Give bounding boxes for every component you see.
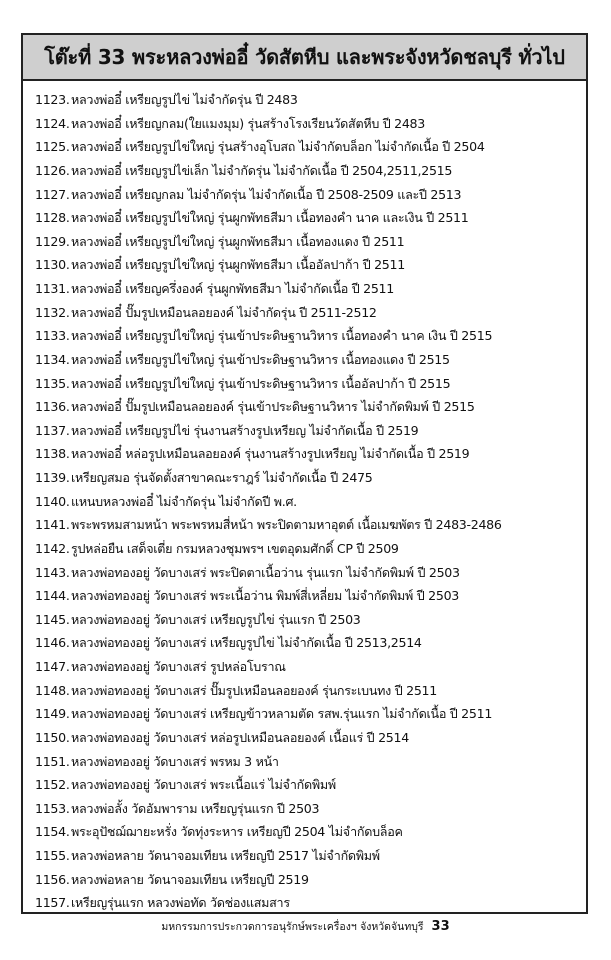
item-description: หลวงพ่ออี๋ เหรียญรูปไข่ใหญ่ รุ่นเข้าประดิษฐานวิหาร เนื้อทองแดง ปี 2515	[71, 351, 450, 367]
item-number: 1128.	[35, 210, 70, 226]
item-description: พระอุปัชฌ์ฌายะหรั่ง วัดทุ่งระหาร เหรียญปี 2504 ไม่จำกัดบล็อค	[71, 824, 403, 840]
list-item	[35, 230, 582, 254]
item-number: 1157.	[35, 895, 70, 911]
item-number: 1140.	[35, 493, 70, 509]
item-number: 1129.	[35, 233, 70, 249]
item-description: หลวงพ่ออี๋ เหรียญรูปไข่ใหญ่ รุ่นเข้าประดิษฐานวิหาร เนื้อทองคำ นาค เงิน ปี 2515	[71, 328, 493, 344]
item-description: หลวงพ่อหลาย วัดนาจอมเทียน เหรียญปี 2517 ไม่จำกัดพิมพ์	[71, 848, 380, 863]
item-number: 1144.	[35, 588, 70, 604]
item-description: หลวงพ่ออี๋ เหรียญรูปไข่ใหญ่ รุ่นผูกพัทธสีมา เนื้อทองคำ นาค และเงิน ปี 2511	[71, 210, 469, 226]
list-item	[35, 679, 582, 703]
item-description: หลวงพ่ออี๋ เหรียญกลม ไม่จำกัดรุ่น ไม่จำกัดเนื้อ ปี 2508-2509 และปี 2513	[71, 186, 462, 202]
item-number: 1130.	[35, 257, 70, 273]
item-description: หลวงพ่ออี๋ เหรียญครึ่งองค์ รุ่นผูกพัทธสีมา ไม่จำกัดเนื้อ ปี 2511	[71, 281, 394, 296]
list-item	[35, 348, 582, 372]
list-item	[35, 702, 582, 726]
item-number: 1138.	[35, 446, 70, 462]
item-description: แหนบหลวงพ่ออี๋ ไม่จำกัดรุ่น ไม่จำกัดปี พ.ศ.	[71, 493, 297, 509]
list-item	[35, 608, 582, 632]
list-item	[35, 253, 582, 277]
item-number: 1124.	[35, 115, 70, 131]
list-item	[35, 820, 582, 844]
item-number: 1134.	[35, 351, 70, 367]
item-description: หลวงพ่อลั้ง วัดอัมพาราม เหรียญรุ่นแรก ปี 2503	[71, 800, 320, 816]
list-item	[35, 301, 582, 325]
list-item	[35, 726, 582, 750]
list-item	[35, 868, 582, 892]
list-item	[35, 159, 582, 183]
item-number: 1146.	[35, 635, 70, 651]
item-number: 1154.	[35, 824, 70, 840]
item-description: หลวงพ่อทองอยู่ วัดบางเสร่ พรหม 3 หน้า	[71, 753, 279, 769]
list-item	[35, 183, 582, 207]
list-item	[35, 372, 582, 396]
list-item	[35, 324, 582, 348]
item-number: 1123.	[35, 92, 70, 107]
list-item	[35, 490, 582, 514]
item-description: หลวงพ่อทองอยู่ วัดบางเสร่ พระเนื้อแร่ ไม่จำกัดพิมพ์	[71, 777, 336, 793]
item-description: หลวงพ่อทองอยู่ วัดบางเสร่ พระเนื้อว่าน พิมพ์สี่เหลี่ยม ไม่จำกัดพิมพ์ ปี 2503	[71, 588, 459, 604]
item-description: หลวงพ่ออี๋ ปั๊มรูปเหมือนลอยองค์ รุ่นเข้าประดิษฐานวิหาร ไม่จำกัดพิมพ์ ปี 2515	[71, 399, 475, 415]
list-item	[35, 277, 582, 301]
list-item	[35, 631, 582, 655]
item-description: หลวงพ่ออี๋ เหรียญรูปไข่ รุ่นงานสร้างรูปเหรียญ ไม่จำกัดเนื้อ ปี 2519	[71, 422, 419, 438]
item-description: หลวงพ่ออี๋ หล่อรูปเหมือนลอยองค์ รุ่นงานสร้างรูปเหรียญ ไม่จำกัดเนื้อ ปี 2519	[71, 446, 470, 462]
page-footer	[0, 916, 611, 938]
list-item	[35, 537, 582, 561]
list-item	[35, 561, 582, 585]
item-description: เหรียญสมอ รุ่นจัดตั้งสาขาคณะราฎร์ ไม่จำกัดเนื้อ ปี 2475	[71, 470, 373, 485]
list-item	[35, 513, 582, 537]
item-number: 1131.	[35, 281, 70, 296]
item-description: หลวงพ่ออี๋ เหรียญกลม(ใยแมงมุม) รุ่นสร้างโรงเรียนวัดสัตหีบ ปี 2483	[71, 115, 425, 131]
list-item	[35, 584, 582, 608]
item-description: หลวงพ่อทองอยู่ วัดบางเสร่ พระปิดตาเนื้อว่าน รุ่นแรก ไม่จำกัดพิมพ์ ปี 2503	[71, 564, 460, 580]
item-number: 1127.	[35, 186, 70, 202]
list-item	[35, 466, 582, 490]
item-description: หลวงพ่ออี๋ เหรียญรูปไข่เล็ก ไม่จำกัดรุ่น ไม่จำกัดเนื้อ ปี 2504,2511,2515	[71, 162, 453, 178]
item-description: หลวงพ่ออี๋ เหรียญรูปไข่ใหญ่ รุ่นสร้างอุโบสถ ไม่จำกัดบล็อก ไม่จำกัดเนื้อ ปี 2504	[71, 139, 485, 155]
item-number: 1156.	[35, 871, 70, 887]
item-number: 1125.	[35, 139, 70, 155]
list-item	[35, 88, 582, 112]
item-description: หลวงพ่อหลาย วัดนาจอมเทียน เหรียญปี 2519	[71, 871, 309, 887]
item-number: 1151.	[35, 753, 70, 769]
list-item	[35, 797, 582, 821]
item-description: หลวงพ่ออี๋ เหรียญรูปไข่ใหญ่ รุ่นเข้าประดิษฐานวิหาร เนื้ออัลปาก้า ปี 2515	[71, 375, 451, 391]
item-description: พระพรหมสามหน้า พระพรหมสี่หน้า พระปิดตามหาอุตต์ เนื้อเมฆพัตร ปี 2483-2486	[71, 517, 502, 533]
item-number: 1126.	[35, 162, 70, 178]
item-number: 1132.	[35, 304, 70, 320]
item-description: หลวงพ่อทองอยู่ วัดบางเสร่ รูปหล่อโบราณ	[71, 659, 286, 674]
item-number: 1141.	[35, 517, 70, 533]
item-number: 1150.	[35, 729, 70, 745]
item-number: 1148.	[35, 682, 70, 698]
list-item	[35, 844, 582, 868]
item-description: หลวงพ่ออี๋ เหรียญรูปไข่ ไม่จำกัดรุ่น ปี 2483	[71, 92, 298, 107]
item-description: หลวงพ่อทองอยู่ วัดบางเสร่ เหรียญรูปไข่ ไม่จำกัดเนื้อ ปี 2513,2514	[71, 635, 422, 651]
item-description: หลวงพ่อทองอยู่ วัดบางเสร่ หล่อรูปเหมือนลอยองค์ เนื้อแร่ ปี 2514	[71, 729, 409, 745]
item-number: 1153.	[35, 800, 70, 816]
item-number: 1152.	[35, 777, 70, 793]
list-item	[35, 750, 582, 774]
item-number: 1142.	[35, 540, 70, 556]
table-header	[23, 35, 586, 81]
page-frame	[21, 33, 588, 914]
footer-text: มหกรรมการประกวดการอนุรักษ์พระเครื่องฯ จังหวัดจันทบุรี	[161, 921, 424, 933]
item-number: 1135.	[35, 375, 70, 391]
item-description: หลวงพ่ออี๋ เหรียญรูปไข่ใหญ่ รุ่นผูกพัทธสีมา เนื้ออัลปาก้า ปี 2511	[71, 257, 405, 273]
list-item	[35, 442, 582, 466]
item-number: 1155.	[35, 848, 70, 863]
item-description: เหรียญรุ่นแรก หลวงพ่อทัด วัดช่องแสมสาร	[71, 895, 290, 911]
list-item	[35, 773, 582, 797]
list-item	[35, 395, 582, 419]
item-description: หลวงพ่อทองอยู่ วัดบางเสร่ เหรียญข้าวหลามตัด รสพ.รุ่นแรก ไม่จำกัดเนื้อ ปี 2511	[71, 706, 493, 722]
amulet-list	[35, 88, 582, 915]
page-number: 33	[431, 919, 450, 934]
item-description: หลวงพ่ออี๋ เหรียญรูปไข่ใหญ่ รุ่นผูกพัทธสีมา เนื้อทองแดง ปี 2511	[71, 233, 405, 249]
item-number: 1139.	[35, 470, 70, 485]
list-item	[35, 206, 582, 230]
item-number: 1133.	[35, 328, 70, 344]
item-description: รูปหล่อยืน เสด็จเตี่ย กรมหลวงชุมพรฯ เขตอุดมศักดิ์ CP ปี 2509	[71, 540, 399, 556]
item-description: หลวงพ่อทองอยู่ วัดบางเสร่ เหรียญรูปไข่ รุ่นแรก ปี 2503	[71, 611, 361, 627]
item-number: 1145.	[35, 611, 70, 627]
item-number: 1147.	[35, 659, 70, 674]
list-item	[35, 891, 582, 915]
list-item	[35, 419, 582, 443]
item-description: หลวงพ่อทองอยู่ วัดบางเสร่ ปั๊มรูปเหมือนลอยองค์ รุ่นกระเบนทง ปี 2511	[71, 682, 437, 698]
list-item	[35, 135, 582, 159]
item-number: 1149.	[35, 706, 70, 722]
list-item	[35, 112, 582, 136]
item-description: หลวงพ่ออี๋ ปั๊มรูปเหมือนลอยองค์ ไม่จำกัดรุ่น ปี 2511-2512	[71, 304, 377, 320]
list-item	[35, 655, 582, 679]
item-number: 1136.	[35, 399, 70, 415]
item-number: 1143.	[35, 564, 70, 580]
item-number: 1137.	[35, 422, 70, 438]
page-title: โต๊ะที่ 33 พระหลวงพ่ออี๋ วัดสัตหีบ และพระจังหวัดชลบุรี ทั่วไป	[44, 45, 565, 69]
